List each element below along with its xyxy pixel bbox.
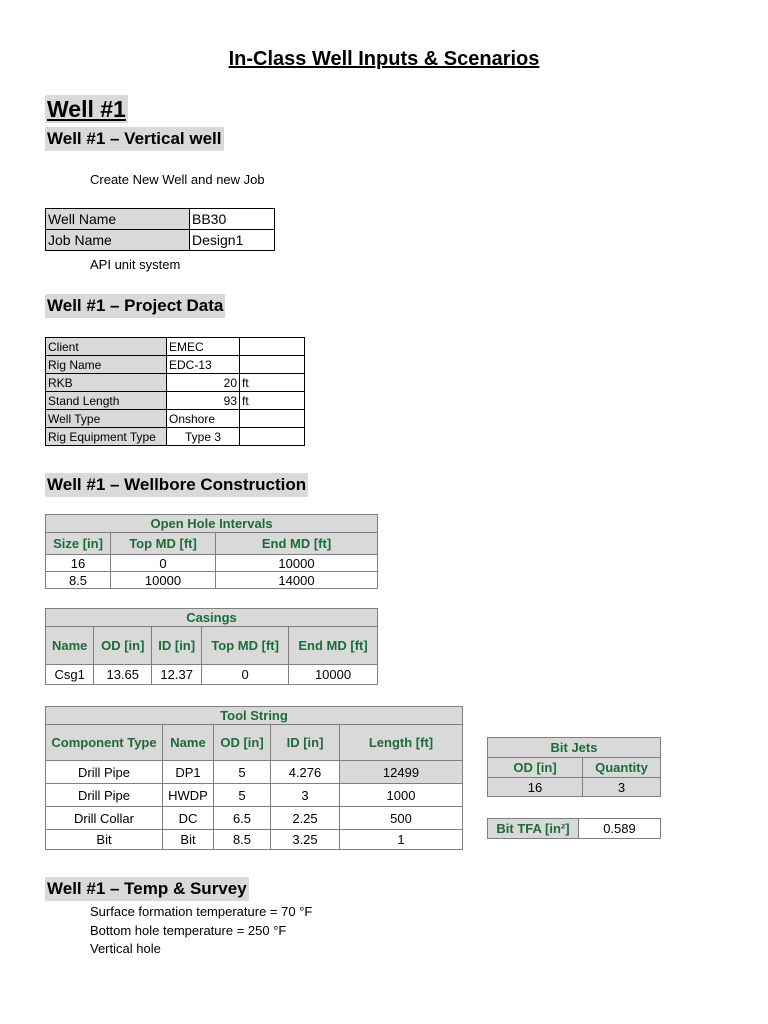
project-label: Stand Length [46, 392, 167, 410]
section-heading-temp: Well #1 – Temp & Survey [45, 877, 249, 901]
bit-jets-caption: Bit Jets [488, 738, 661, 758]
section-heading-vertical: Well #1 – Vertical well [45, 127, 224, 151]
table-cell: 2.25 [271, 807, 340, 830]
table-cell: 0 [111, 555, 216, 572]
table-cell: 3.25 [271, 830, 340, 850]
column-header: Length [ft] [340, 725, 463, 761]
table-cell: 12.37 [152, 665, 202, 685]
temp-line: Surface formation temperature = 70 °F [90, 904, 313, 919]
column-header: ID [in] [271, 725, 340, 761]
table-cell: Bit [163, 830, 214, 850]
well-name-label: Well Name [46, 209, 190, 230]
table-cell: 6.5 [214, 807, 271, 830]
project-value: EMEC [167, 338, 240, 356]
bit-tfa-table [487, 818, 661, 839]
table-cell: 1 [340, 830, 463, 850]
project-unit [240, 428, 305, 446]
casings-table [45, 608, 378, 685]
column-header: End MD [ft] [216, 533, 378, 555]
table-row [488, 778, 661, 797]
table-row [46, 392, 305, 410]
table-row [46, 428, 305, 446]
table-cell: 3 [271, 784, 340, 807]
table-cell: Csg1 [46, 665, 94, 685]
project-value: 20 [167, 374, 240, 392]
job-name-label: Job Name [46, 230, 190, 251]
table-cell: 5 [214, 784, 271, 807]
table-row [46, 761, 463, 784]
table-cell: 10000 [216, 555, 378, 572]
column-header: OD [in] [94, 627, 152, 665]
table-cell: 16 [488, 778, 583, 797]
table-cell: 5 [214, 761, 271, 784]
column-header: OD [in] [488, 758, 583, 778]
project-value: Onshore [167, 410, 240, 428]
open-hole-caption: Open Hole Intervals [46, 515, 378, 533]
table-row [46, 555, 378, 572]
table-cell: 0 [202, 665, 289, 685]
table-row [46, 410, 305, 428]
well-heading: Well #1 [47, 96, 126, 122]
column-header: Top MD [ft] [111, 533, 216, 555]
table-cell: DP1 [163, 761, 214, 784]
project-value: EDC-13 [167, 356, 240, 374]
column-header: Name [46, 627, 94, 665]
table-cell: DC [163, 807, 214, 830]
project-unit [240, 338, 305, 356]
table-row [46, 209, 275, 230]
column-header: End MD [ft] [289, 627, 378, 665]
api-unit-text: API unit system [90, 257, 181, 272]
table-cell: Drill Pipe [46, 784, 163, 807]
job-table [45, 208, 275, 251]
table-cell: HWDP [163, 784, 214, 807]
table-row [46, 230, 275, 251]
table-cell: 8.5 [46, 572, 111, 589]
project-label: RKB [46, 374, 167, 392]
document-title: In-Class Well Inputs & Scenarios [228, 48, 540, 70]
bit-jets-table [487, 737, 661, 797]
project-unit: ft [240, 374, 305, 392]
project-unit: ft [240, 392, 305, 410]
tool-string-table [45, 706, 463, 850]
project-data-table [45, 337, 305, 446]
temp-line: Vertical hole [90, 941, 161, 956]
create-instruction: Create New Well and new Job [90, 172, 265, 187]
bit-tfa-label: Bit TFA [in²] [488, 819, 579, 839]
table-cell: 500 [340, 807, 463, 830]
bit-tfa-value: 0.589 [579, 819, 661, 839]
column-header: ID [in] [152, 627, 202, 665]
project-unit [240, 410, 305, 428]
open-hole-table [45, 514, 378, 589]
table-cell: Drill Collar [46, 807, 163, 830]
project-unit [240, 356, 305, 374]
table-cell: Bit [46, 830, 163, 850]
table-row [488, 819, 661, 839]
tool-string-caption: Tool String [46, 707, 463, 725]
project-label: Client [46, 338, 167, 356]
table-row [46, 784, 463, 807]
temp-line: Bottom hole temperature = 250 °F [90, 923, 287, 938]
column-header: Component Type [46, 725, 163, 761]
table-cell: 1000 [340, 784, 463, 807]
table-row [46, 572, 378, 589]
column-header: Top MD [ft] [202, 627, 289, 665]
project-value: Type 3 [167, 428, 240, 446]
job-name-value: Design1 [190, 230, 275, 251]
table-cell: 14000 [216, 572, 378, 589]
column-header: Quantity [583, 758, 661, 778]
table-row [46, 830, 463, 850]
table-cell: 16 [46, 555, 111, 572]
table-row [46, 807, 463, 830]
column-header: Size [in] [46, 533, 111, 555]
table-cell: 4.276 [271, 761, 340, 784]
project-label: Well Type [46, 410, 167, 428]
well-name-value: BB30 [190, 209, 275, 230]
table-cell: 10000 [111, 572, 216, 589]
table-row [46, 374, 305, 392]
casings-caption: Casings [46, 609, 378, 627]
column-header: OD [in] [214, 725, 271, 761]
project-label: Rig Name [46, 356, 167, 374]
column-header: Name [163, 725, 214, 761]
table-cell: 3 [583, 778, 661, 797]
table-row [46, 665, 378, 685]
section-heading-project: Well #1 – Project Data [45, 294, 225, 318]
table-cell: 10000 [289, 665, 378, 685]
project-label: Rig Equipment Type [46, 428, 167, 446]
table-cell: 13.65 [94, 665, 152, 685]
section-heading-wellbore: Well #1 – Wellbore Construction [45, 473, 308, 497]
table-row [46, 338, 305, 356]
table-cell: 12499 [340, 761, 463, 784]
table-row [46, 356, 305, 374]
project-value: 93 [167, 392, 240, 410]
table-cell: Drill Pipe [46, 761, 163, 784]
table-cell: 8.5 [214, 830, 271, 850]
